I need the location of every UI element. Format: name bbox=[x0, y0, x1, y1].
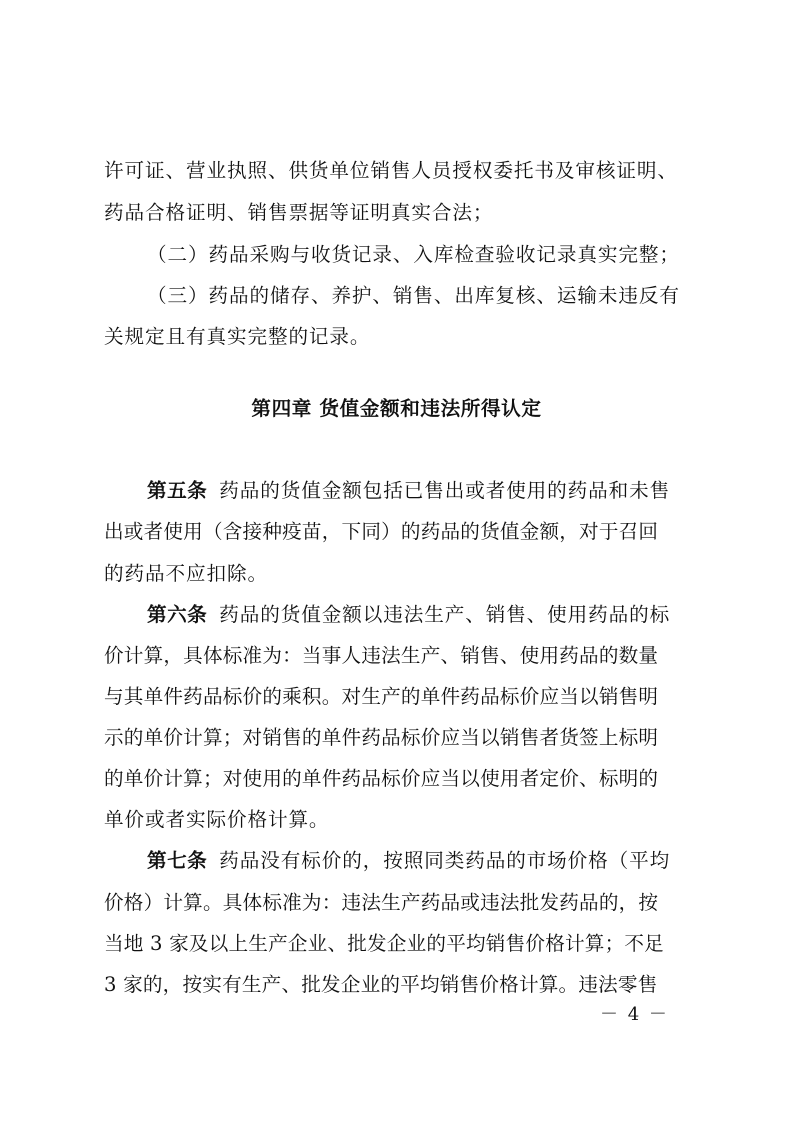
article-six-label: 第六条 bbox=[147, 603, 208, 626]
item-three-line: 关规定且有真实完整的记录。 bbox=[104, 325, 371, 348]
article-seven-line: 当地 3 家及以上生产企业、批发企业的平均销售价格计算；不足 bbox=[104, 932, 664, 955]
item-two: （二）药品采购与收货记录、入库检查验收记录真实完整； bbox=[147, 243, 680, 266]
article-seven-first-line bbox=[147, 851, 747, 871]
text-line: 药品合格证明、销售票据等证明真实合法； bbox=[104, 201, 494, 224]
article-seven-text: 药品没有标价的，按照同类药品的市场价格（平均 bbox=[219, 849, 671, 872]
article-five-text: 药品的货值金额包括已售出或者使用的药品和未售 bbox=[219, 479, 671, 502]
article-seven-line: 价格）计算。具体标准为：违法生产药品或违法批发药品的，按 bbox=[104, 891, 659, 914]
article-five-line: 的药品不应扣除。 bbox=[104, 562, 268, 585]
article-seven-label: 第七条 bbox=[147, 849, 208, 872]
article-five-first-line bbox=[147, 481, 747, 501]
article-five-line: 出或者使用（含接种疫苗，下同）的药品的货值金额，对于召回 bbox=[104, 520, 659, 543]
article-six-line: 价计算，具体标准为：当事人违法生产、销售、使用药品的数量 bbox=[104, 644, 659, 667]
article-six-line: 与其单件药品标价的乘积。对生产的单件药品标价应当以销售明 bbox=[104, 685, 659, 708]
page-number: － 4 － bbox=[600, 1004, 669, 1025]
article-six-text: 药品的货值金额以违法生产、销售、使用药品的标 bbox=[219, 603, 671, 626]
article-seven-line: 3 家的，按实有生产、批发企业的平均销售价格计算。违法零售 bbox=[104, 973, 658, 996]
text-line: 许可证、营业执照、供货单位销售人员授权委托书及审核证明、 bbox=[104, 159, 678, 182]
item-three-line: （三）药品的储存、养护、销售、出库复核、运输未违反有 bbox=[147, 284, 680, 307]
chapter-title: 第四章 货值金额和违法所得认定 bbox=[251, 397, 542, 420]
article-six-line: 单价或者实际价格计算。 bbox=[104, 808, 330, 831]
article-six-line: 的单价计算；对使用的单件药品标价应当以使用者定价、标明的 bbox=[104, 767, 659, 790]
article-five-label: 第五条 bbox=[147, 479, 208, 502]
article-six-first-line bbox=[147, 605, 747, 625]
article-six-line: 示的单价计算；对销售的单件药品标价应当以销售者货签上标明 bbox=[104, 726, 659, 749]
